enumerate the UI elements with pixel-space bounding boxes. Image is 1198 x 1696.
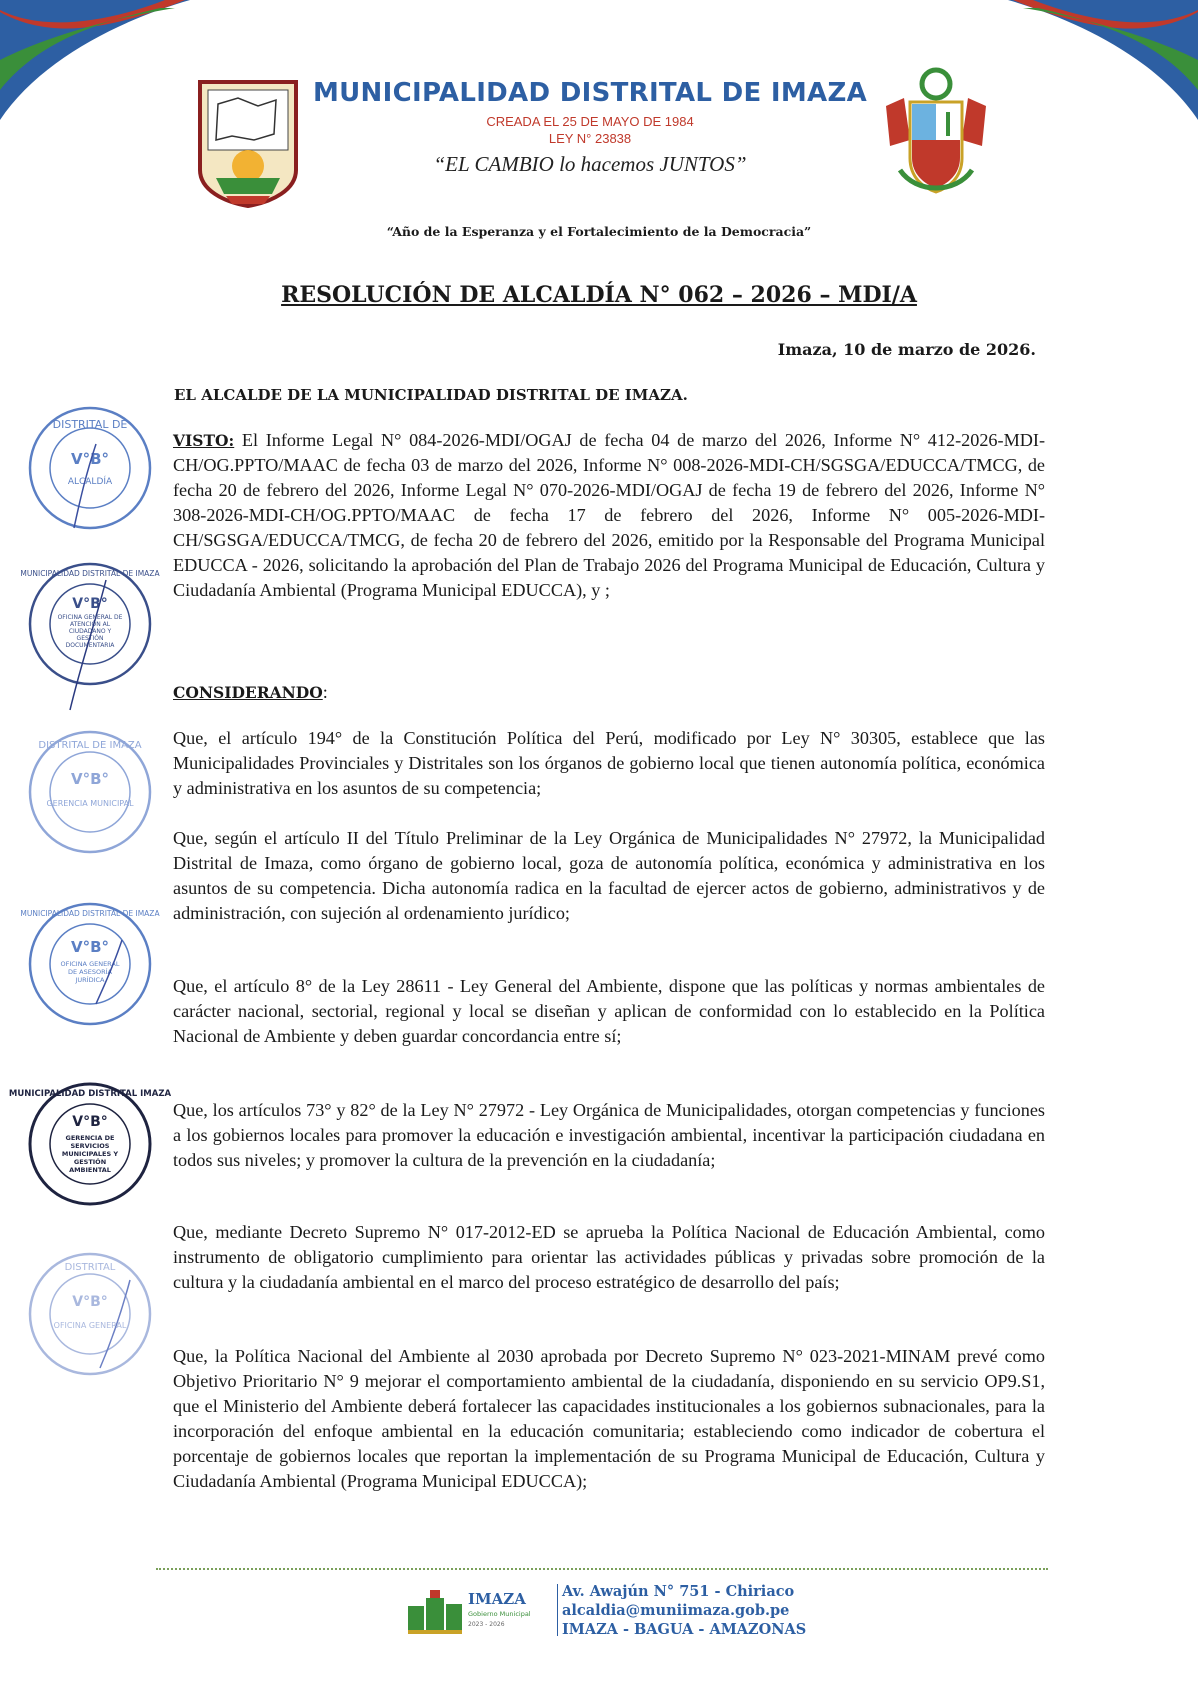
- approval-stamp-oficina-general: [26, 1250, 154, 1378]
- stamp-center-text: V°B°: [70, 450, 110, 468]
- footer-logo-sub: Gobierno Municipal: [468, 1610, 531, 1618]
- stamp-sub-text: OFICINA GENERAL: [53, 1321, 127, 1330]
- footer-location: IMAZA - BAGUA - AMAZONAS: [562, 1621, 807, 1638]
- institution-name: MUNICIPALIDAD DISTRITAL DE IMAZA: [312, 78, 868, 108]
- year-motto: “Año de la Esperanza y el Fortalecimiento de la Democracia”: [386, 224, 812, 239]
- visto-label: VISTO:: [173, 431, 235, 450]
- institution-slogan: “EL CAMBIO lo hacemos JUNTOS”: [433, 152, 747, 176]
- considerando-paragraph: [173, 1098, 1045, 1173]
- considerando-paragraph: [173, 974, 1045, 1049]
- footer-gobierno-municipal-logo: [404, 1584, 552, 1638]
- paragraph-text: Que, el artículo 194° de la Constitución Política del Perú, modificado por Ley N° 30305, establece que las Municipalidades Provinciales y Distritales son los órganos de gobierno local que tienen autonomía política, económica y administrativa en los asuntos de su competencia;: [173, 728, 1045, 798]
- stamp-ring-text: DISTRITAL DE: [52, 418, 128, 431]
- footer-logo-name: IMAZA: [468, 1590, 526, 1608]
- considerando-label: CONSIDERANDO: [173, 683, 323, 702]
- footer-contact-block: [562, 1582, 806, 1639]
- paragraph-text: Que, mediante Decreto Supremo N° 017-2012-ED se aprueba la Política Nacional de Educación Ambiental, como instrumento de obligatorio cumplimiento para orientar las actividades públicas y privadas sobre promoción de la cultura y la ciudadanía ambiental en el marco del proceso estratégico de desarrollo del país;: [173, 1222, 1045, 1292]
- corner-stripes-left: [0, 0, 200, 140]
- stamp-sub-text: GERENCIA MUNICIPAL: [46, 799, 134, 808]
- considerando-paragraph: [173, 1344, 1045, 1494]
- considerando-heading: [173, 680, 1045, 705]
- resolution-title: RESOLUCIÓN DE ALCALDÍA N° 062 – 2026 – MDI/A: [281, 282, 917, 308]
- stamp-ring-text: MUNICIPALIDAD DISTRITAL DE IMAZA: [20, 909, 160, 918]
- visto-text: El Informe Legal N° 084-2026-MDI/OGAJ de fecha 04 de marzo del 2026, Informe N° 412-2026-MDI-CH/OG.PPTO/MAAC de fecha 03 de marzo del 2026, Informe N° 008-2026-MDI-CH/SGSGA/EDUCCA/TMCG, de fecha 20 de febrero del 2026, Informe Legal N° 070-2026-MDI/OGAJ de fecha 19 de febrero del 2026, Informe N° 308-2026-MDI-CH/OG.PPTO/MAAC de fecha 17 de febrero del 2026, Informe N° 005-2026-MDI-CH/SGSGA/EDUCCA/TMCG, de fecha 20 de febrero del 2026, emitido por la Responsable del Programa Municipal EDUCCA - 2026, solicitando la aprobación del Plan de Trabajo 2026 del Programa Municipal de Educación, Cultura y Ciudadanía Ambiental (Programa Municipal EDUCCA), y ;: [173, 430, 1045, 600]
- paragraph-text: Que, según el artículo II del Título Preliminar de la Ley Orgánica de Municipalidades N° 27972, la Municipalidad Distrital de Imaza, como órgano de gobierno local, goza de autonomía política, económica y administrativa en los asuntos de su competencia. Dicha autonomía radica en la facultad de ejercer actos de gobierno, administrativos y de administración, con sujeción al ordenamiento jurídico;: [173, 828, 1045, 923]
- stamp-center-text: V°B°: [72, 596, 108, 612]
- header-text-block: [300, 78, 880, 177]
- stamp-center-text: V°B°: [70, 770, 110, 788]
- place-date: Imaza, 10 de marzo de 2026.: [777, 340, 1036, 359]
- footer-divider-line: [156, 1568, 1048, 1570]
- stamp-ring-text: DISTRITAL: [64, 1262, 116, 1273]
- stamp-ring-text: DISTRITAL DE IMAZA: [38, 740, 142, 751]
- footer-vertical-divider: [557, 1584, 558, 1636]
- stamp-sub-text: ALCALDÍA: [67, 477, 113, 487]
- creation-date: CREADA EL 25 DE MAYO DE 1984: [486, 114, 694, 129]
- paragraph-text: Que, el artículo 8° de la Ley 28611 - Ley General del Ambiente, dispone que las políticas y normas ambientales de carácter nacional, sectorial, regional y local se diseñan y aplican de conformidad con lo establecido en la Política Nacional de Ambiente y deben guardar concordancia entre sí;: [173, 976, 1045, 1046]
- stamp-center-text: V°B°: [70, 938, 110, 956]
- considerando-paragraph: [173, 726, 1045, 801]
- considerando-paragraph: [173, 1220, 1045, 1295]
- approval-stamp-atencion-ciudadano: [20, 560, 160, 688]
- approval-stamp-gerencia-municipal: [26, 728, 154, 856]
- footer-email[interactable]: alcaldia@muniimaza.gob.pe: [562, 1602, 790, 1619]
- creation-law: LEY N° 23838: [548, 131, 632, 146]
- corner-stripes-right: [998, 0, 1198, 140]
- stamp-center-text: V°B°: [72, 1294, 108, 1310]
- approval-stamp-alcaldia: [26, 404, 154, 532]
- paragraph-text: Que, los artículos 73° y 82° de la Ley N° 27972 - Ley Orgánica de Municipalidades, otorgan competencias y funciones a los gobiernos locales para promover la educación e investigación ambiental, incentivar la participación ciudadana en todos sus niveles; y promover la cultura de la prevención en la ciudadanía;: [173, 1100, 1045, 1170]
- stamp-sub-text: OFICINA GENERAL DE ASESORÍA JURÍDICA: [60, 960, 120, 984]
- approval-stamp-asesoria-juridica: [20, 900, 160, 1028]
- footer-logo-years: 2023 - 2026: [468, 1621, 505, 1628]
- considerando-paragraph: [173, 826, 1045, 926]
- stamp-sub-text: GERENCIA DE SERVICIOS MUNICIPALES Y GESTIÓN AMBIENTAL: [61, 1134, 119, 1174]
- issuing-authority: EL ALCALDE DE LA MUNICIPALIDAD DISTRITAL DE IMAZA.: [174, 386, 688, 404]
- considerando-colon: :: [322, 682, 328, 702]
- approval-stamp-servicios-municipales: [8, 1080, 172, 1208]
- footer-address: Av. Awajún N° 751 - Chiriaco: [562, 1583, 795, 1600]
- stamp-center-text: V°B°: [72, 1114, 108, 1130]
- stamp-ring-text: MUNICIPALIDAD DISTRITAL DE IMAZA: [20, 569, 160, 578]
- peru-coat-of-arms-icon: [880, 66, 992, 202]
- paragraph-text: Que, la Política Nacional del Ambiente al 2030 aprobada por Decreto Supremo N° 023-2021-MINAM prevé como Objetivo Prioritario N° 9 mejorar el comportamiento ambiental de la ciudadanía, disponiendo en su servicio OP9.S1, que el Ministerio del Ambiente deberá fortalecer las capacidades institucionales a los gobiernos subnacionales, para la incorporación del enfoque ambiental en la educación comunitaria; estableciendo como indicador de cobertura el porcentaje de gobiernos locales que reportan la implementación de su Programa Municipal de Educación, Cultura y Ciudadanía Ambiental (Programa Municipal EDUCCA);: [173, 1346, 1045, 1491]
- stamp-sub-text: OFICINA GENERAL DE ATENCIÓN AL CIUDADANO Y GESTIÓN DOCUMENTARIA: [57, 614, 123, 649]
- municipal-shield-logo: [196, 78, 300, 208]
- stamp-ring-text: MUNICIPALIDAD DISTRITAL IMAZA: [8, 1089, 172, 1099]
- visto-section: [173, 428, 1045, 603]
